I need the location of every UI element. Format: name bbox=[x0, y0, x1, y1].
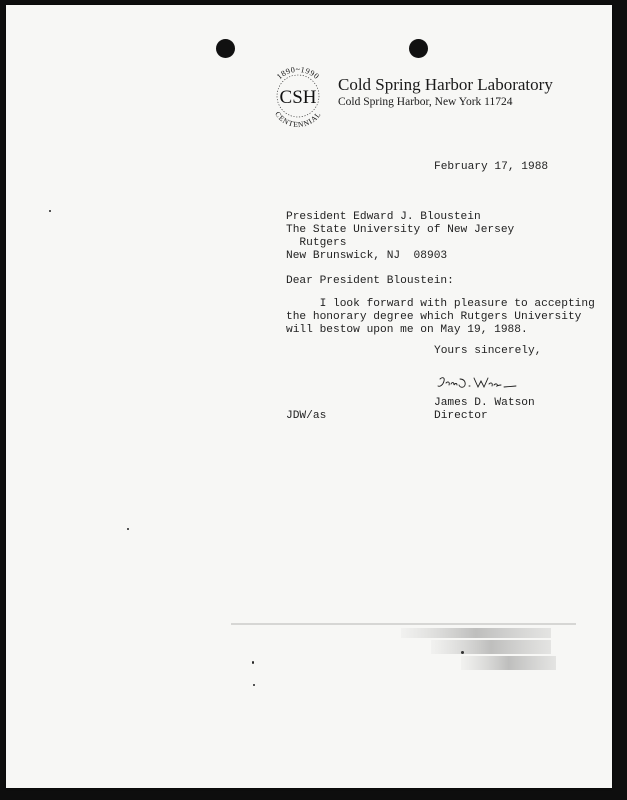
paper-speck bbox=[127, 528, 129, 530]
recipient-line-4: New Brunswick, NJ 08903 bbox=[286, 250, 448, 262]
seal-years: 1890~1990 bbox=[274, 65, 322, 82]
paper-speck bbox=[49, 210, 51, 212]
recipient-line-2: The State University of New Jersey bbox=[286, 224, 515, 236]
recipient-line-3: Rutgers bbox=[286, 237, 347, 249]
signer-name: James D. Watson bbox=[434, 397, 535, 409]
reference-initials: JDW/as bbox=[286, 410, 327, 422]
punch-hole-left bbox=[216, 39, 235, 58]
letterhead-organization: Cold Spring Harbor Laboratory bbox=[338, 75, 553, 94]
punch-hole-right bbox=[409, 39, 428, 58]
centennial-seal-logo bbox=[262, 60, 334, 132]
body-line-1: I look forward with pleasure to accepting bbox=[286, 298, 595, 310]
signer-title: Director bbox=[434, 410, 488, 422]
body-line-2: the honorary degree which Rutgers University bbox=[286, 311, 582, 323]
letterhead-address: Cold Spring Harbor, New York 11724 bbox=[338, 96, 513, 108]
svg-text:CENTENNIAL bbox=[273, 110, 323, 129]
body-line-3: will bestow upon me on May 19, 1988. bbox=[286, 324, 528, 336]
svg-text:1890~1990 bbox=[275, 65, 321, 81]
toner-smudge bbox=[231, 622, 576, 674]
recipient-line-1: President Edward J. Bloustein bbox=[286, 211, 481, 223]
closing: Yours sincerely, bbox=[434, 345, 542, 357]
paper-speck bbox=[253, 684, 255, 686]
letter-page bbox=[6, 5, 612, 788]
seal-caption: CENTENNIAL bbox=[273, 109, 323, 130]
seal-initials: CSH bbox=[279, 87, 317, 108]
letter-date: February 17, 1988 bbox=[434, 161, 549, 173]
salutation: Dear President Bloustein: bbox=[286, 275, 454, 287]
handwritten-signature bbox=[436, 373, 520, 395]
